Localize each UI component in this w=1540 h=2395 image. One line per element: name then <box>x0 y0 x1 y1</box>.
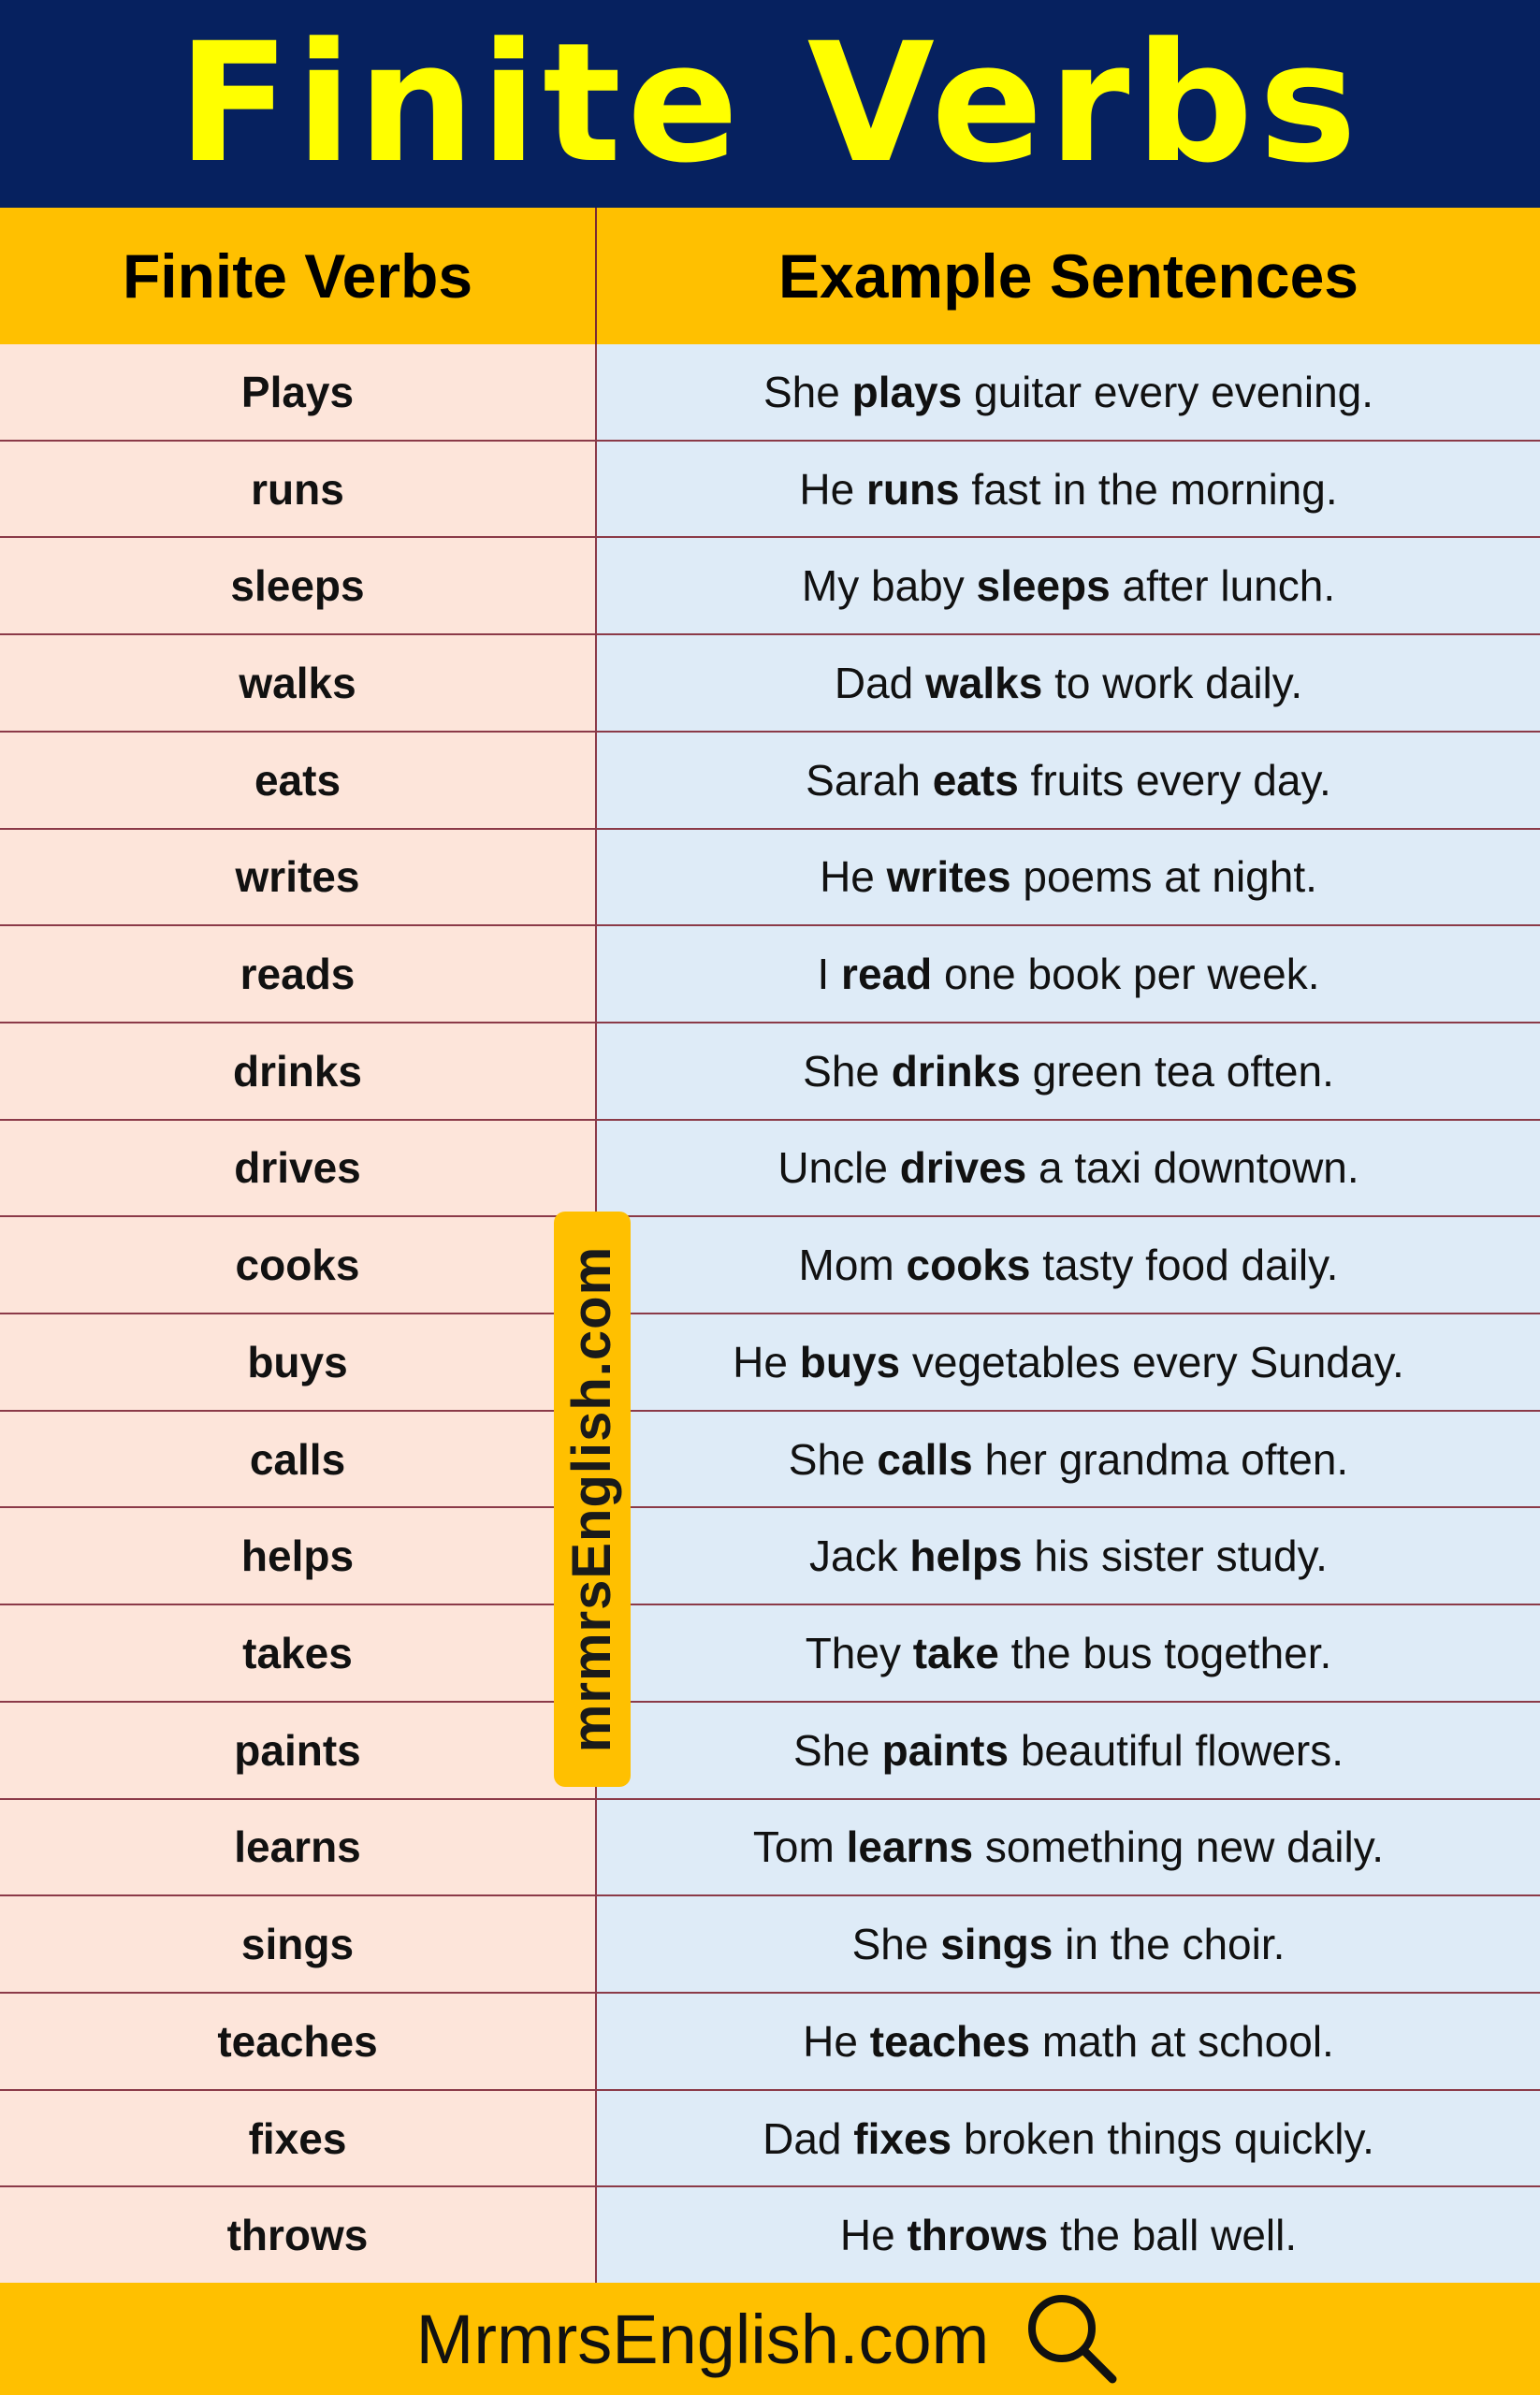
example-sentence-cell <box>597 635 1540 731</box>
footer-site-name: MrmrsEnglish.com <box>415 2300 990 2378</box>
table-row <box>0 1023 1540 1121</box>
sentence-verb-bold: runs <box>865 464 960 514</box>
sentence-verb-bold: fixes <box>853 2113 952 2163</box>
sentence-verb-bold: teaches <box>869 2016 1031 2066</box>
table-body <box>0 344 1540 2283</box>
table-row <box>0 1217 1540 1314</box>
table-row <box>0 1800 1540 1897</box>
sentence-before: She <box>788 1434 878 1484</box>
verb-cell: fixes <box>0 2091 597 2186</box>
table-row <box>0 1508 1540 1605</box>
sentence-after: the bus together. <box>998 1628 1332 1677</box>
table-row <box>0 344 1540 442</box>
sentence-before: Sarah <box>806 755 933 805</box>
example-sentence-cell <box>597 344 1540 440</box>
sentence-verb-bold: drives <box>899 1143 1027 1193</box>
table-row <box>0 1896 1540 1994</box>
table-row <box>0 1605 1540 1703</box>
table-row <box>0 2187 1540 2283</box>
sentence-after: her grandma often. <box>972 1434 1349 1484</box>
example-sentence-cell <box>597 1703 1540 1798</box>
sentence-after: math at school. <box>1030 2016 1334 2066</box>
example-sentence-cell <box>597 2091 1540 2186</box>
sentence-verb-bold: take <box>912 1628 999 1677</box>
header-finite-verbs: Finite Verbs <box>0 208 597 344</box>
footer-banner <box>0 2283 1540 2395</box>
example-sentence-cell <box>597 1217 1540 1313</box>
sentence-verb-bold: drinks <box>891 1046 1021 1096</box>
sentence-after: green tea often. <box>1020 1046 1334 1096</box>
example-sentence-cell <box>597 442 1540 537</box>
sentence-verb-bold: sleeps <box>976 561 1111 611</box>
watermark-text: mrmrsEnglish.com <box>561 1245 623 1753</box>
sentence-after: tasty food daily. <box>1030 1241 1339 1290</box>
sentence-before: She <box>803 1046 892 1096</box>
verb-cell: walks <box>0 635 597 731</box>
sentence-before: She <box>792 1725 882 1775</box>
sentence-verb-bold: cooks <box>906 1241 1031 1290</box>
example-sentence-cell <box>597 1994 1540 2089</box>
sentence-verb-bold: calls <box>877 1434 973 1484</box>
sentence-verb-bold: buys <box>799 1337 901 1386</box>
verb-cell: drinks <box>0 1023 597 1119</box>
sentence-before: He <box>733 1337 800 1386</box>
sentence-before: Dad <box>834 658 926 707</box>
sentence-before: Dad <box>763 2113 854 2163</box>
sentence-verb-bold: eats <box>932 755 1019 805</box>
example-sentence-cell <box>597 1412 1540 1507</box>
verb-cell: writes <box>0 830 597 925</box>
sentence-after: guitar every evening. <box>962 367 1374 416</box>
sentence-before: He <box>839 2211 908 2260</box>
sentence-before: Mom <box>798 1241 907 1290</box>
verb-cell: reads <box>0 926 597 1022</box>
example-sentence-cell <box>597 926 1540 1022</box>
sentence-verb-bold: walks <box>925 658 1043 707</box>
example-sentence-cell <box>597 2187 1540 2283</box>
table-row <box>0 1412 1540 1509</box>
example-sentence-cell <box>597 1508 1540 1604</box>
sentence-before: He <box>803 2016 870 2066</box>
example-sentence-cell <box>597 1121 1540 1216</box>
table-row <box>0 442 1540 539</box>
sentence-after: a taxi downtown. <box>1026 1143 1359 1193</box>
sentence-before: She <box>851 1920 941 1969</box>
sentence-after: to work daily. <box>1042 658 1303 707</box>
sentence-before: He <box>820 852 887 902</box>
example-sentence-cell <box>597 1314 1540 1410</box>
sentence-before: I <box>817 950 842 999</box>
example-sentence-cell <box>597 538 1540 633</box>
example-sentence-cell <box>597 1896 1540 1992</box>
sentence-verb-bold: learns <box>846 1822 974 1872</box>
sentence-after: poems at night. <box>1010 852 1317 902</box>
sentence-after: the ball well. <box>1048 2211 1298 2260</box>
watermark-badge <box>554 1212 631 1787</box>
sentence-after: one book per week. <box>932 950 1320 999</box>
table-row <box>0 538 1540 635</box>
sentence-before: He <box>799 464 866 514</box>
verb-cell: drives <box>0 1121 597 1216</box>
table-row <box>0 635 1540 733</box>
search-icon <box>1021 2287 1124 2390</box>
example-sentence-cell <box>597 830 1540 925</box>
sentence-before: Jack <box>809 1531 910 1581</box>
sentence-after: fast in the morning. <box>959 464 1338 514</box>
verb-cell: sings <box>0 1896 597 1992</box>
sentence-after: in the choir. <box>1053 1920 1286 1969</box>
sentence-verb-bold: plays <box>851 367 963 416</box>
verb-cell: calls <box>0 1412 597 1507</box>
sentence-after: broken things quickly. <box>952 2113 1374 2163</box>
sentence-after: beautiful flowers. <box>1009 1725 1344 1775</box>
table-row <box>0 1994 1540 2091</box>
verb-cell: runs <box>0 442 597 537</box>
sentence-before: She <box>763 367 852 416</box>
table-row <box>0 2091 1540 2188</box>
sentence-after: vegetables every Sunday. <box>900 1337 1404 1386</box>
page-title: Finite Verbs <box>177 7 1363 199</box>
verb-cell: cooks <box>0 1217 597 1313</box>
sentence-before: Uncle <box>777 1143 900 1193</box>
example-sentence-cell <box>597 733 1540 828</box>
verb-cell: Plays <box>0 344 597 440</box>
sentence-before: My baby <box>801 561 977 611</box>
verb-cell: buys <box>0 1314 597 1410</box>
sentence-after: fruits every day. <box>1018 755 1331 805</box>
table-row <box>0 1121 1540 1218</box>
sentence-verb-bold: helps <box>909 1531 1023 1581</box>
sentence-before: Tom <box>752 1822 847 1872</box>
verb-cell: teaches <box>0 1994 597 2089</box>
example-sentence-cell <box>597 1800 1540 1895</box>
verb-cell: sleeps <box>0 538 597 633</box>
example-sentence-cell <box>597 1605 1540 1701</box>
header-example-sentences: Example Sentences <box>778 241 1358 311</box>
verb-cell: learns <box>0 1800 597 1895</box>
sentence-after: after lunch. <box>1110 561 1336 611</box>
table-header-row <box>0 208 1540 344</box>
sentence-verb-bold: writes <box>886 852 1011 902</box>
sentence-verb-bold: throws <box>907 2211 1049 2260</box>
verb-cell: paints <box>0 1703 597 1798</box>
title-banner <box>0 0 1540 208</box>
sentence-after: his sister study. <box>1022 1531 1328 1581</box>
table-row <box>0 1703 1540 1800</box>
table-row <box>0 733 1540 830</box>
verb-cell: helps <box>0 1508 597 1604</box>
sentence-before: They <box>805 1628 913 1677</box>
verb-cell: takes <box>0 1605 597 1701</box>
table-row <box>0 1314 1540 1412</box>
sentence-verb-bold: paints <box>881 1725 1010 1775</box>
sentence-verb-bold: read <box>841 950 933 999</box>
example-sentence-cell <box>597 1023 1540 1119</box>
sentence-after: something new daily. <box>973 1822 1385 1872</box>
sentence-verb-bold: sings <box>940 1920 1053 1969</box>
table-row <box>0 830 1540 927</box>
verb-cell: eats <box>0 733 597 828</box>
table-row <box>0 926 1540 1023</box>
verb-cell: throws <box>0 2187 597 2283</box>
